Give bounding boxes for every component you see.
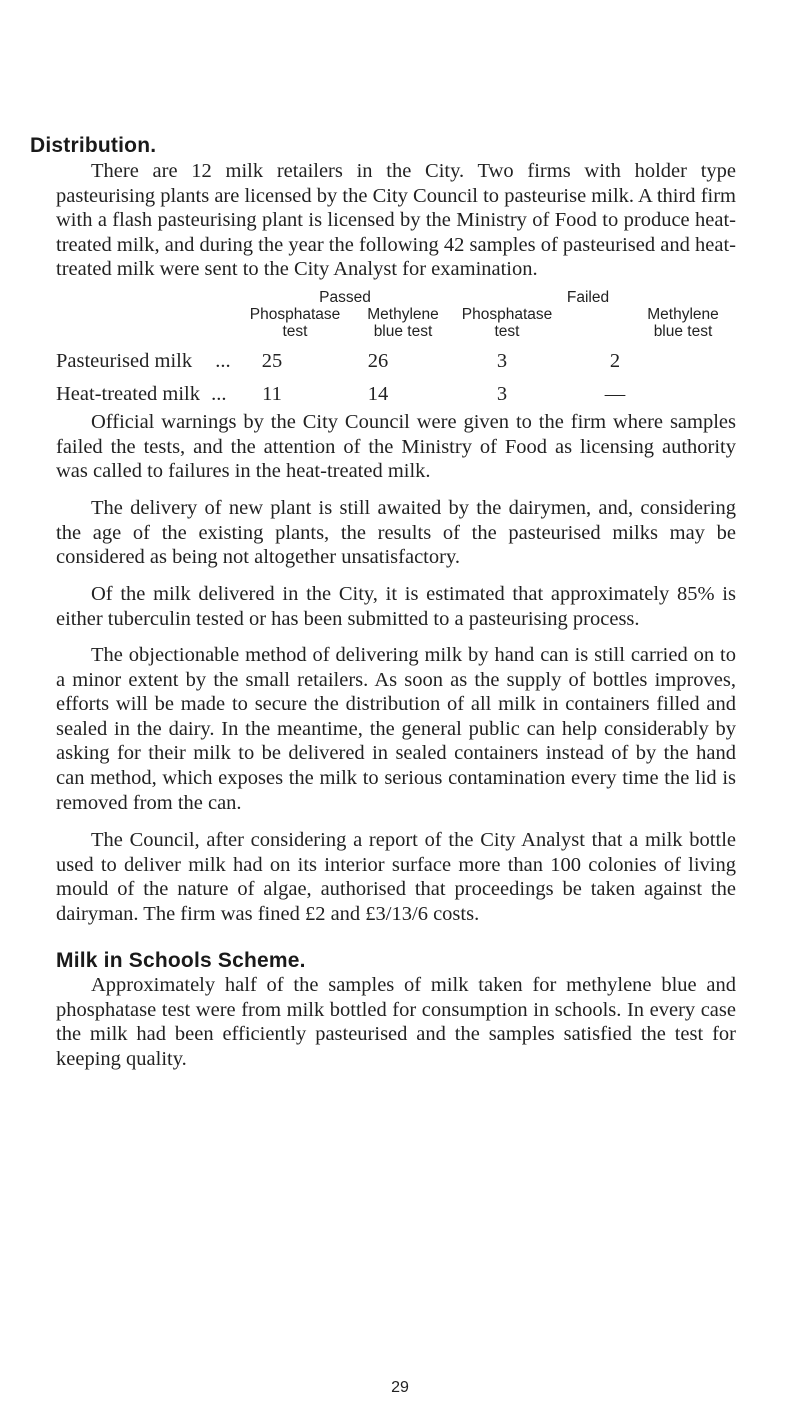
paragraph-official-warnings: Official warnings by the City Council were given to the firm where samples failed the tests, and the attention of the Ministry of Food as licensing authority was called to failures in the heat-treated milk.	[56, 411, 736, 483]
header-methylene-passed: Methylene blue test	[367, 306, 439, 340]
paragraph-schools: Approximately half of the samples of milk taken for methylene blue and phosphatase test were from milk bottled for consumption in schools. In every case the milk had been efficiently pasteurised and the samples satisfied the test for keeping quality.	[56, 974, 736, 1070]
header-failed: Failed	[566, 289, 610, 306]
header-passed: Passed	[319, 289, 371, 306]
cell-value: 3	[496, 350, 508, 372]
paragraph-council-analyst: The Council, after considering a report of the City Analyst that a milk bottle used to deliver milk had on its interior surface more than 100 colonies of living mould of the nature of algae, authorised that proceedings be taken against the dairyman. The firm was fined £2 and £3/13/6 costs.	[56, 829, 736, 925]
header-methylene-failed: Methylene blue test	[647, 306, 719, 340]
page-number: 29	[391, 1379, 409, 1396]
header-phosphatase-failed: Phosphatase test	[461, 306, 553, 340]
cell-value: —	[604, 383, 626, 405]
cell-value: 14	[367, 383, 389, 405]
heading-distribution: Distribution.	[30, 134, 157, 157]
paragraph-tuberculin: Of the milk delivered in the City, it is estimated that approximately 85% is either tuberculin tested or has been submitted to a pasteurising process.	[56, 583, 736, 630]
heading-milk-in-schools: Milk in Schools Scheme.	[56, 949, 306, 972]
intro-paragraph: There are 12 milk retailers in the City. Two firms with holder type pasteurising plants are licensed by the City Council to pasteurise milk. A third firm with a flash pasteurising plant is licensed by the Ministry of Food to produce heat-treated milk, and during the year the following 42 samples of pasteurised and heat-treated milk were sent to the City Analyst for examination.	[56, 160, 736, 281]
row-label-pasteurised: Pasteurised milk ...	[56, 350, 231, 372]
header-phosphatase-passed: Phosphatase test	[249, 306, 341, 340]
cell-value: 25	[261, 350, 283, 372]
cell-value: 2	[609, 350, 621, 372]
paragraph-new-plant: The delivery of new plant is still awaited by the dairymen, and, considering the age of the existing plants, the results of the pasteurised milks may be considered as being not altogether unsatisfactory.	[56, 497, 736, 569]
cell-value: 3	[496, 383, 508, 405]
row-label-heat-treated: Heat-treated milk ...	[56, 383, 227, 405]
cell-value: 11	[262, 383, 282, 405]
cell-value: 26	[367, 350, 389, 372]
leader-dots: ...	[215, 350, 231, 372]
leader-dots: ...	[211, 383, 227, 405]
paragraph-hand-can: The objectionable method of delivering milk by hand can is still carried on to a minor extent by the small retailers. As soon as the supply of bottles improves, efforts will be made to secure the distribution of all milk in containers filled and sealed in the dairy. In the meantime, the general public can help considerably by asking for their milk to be delivered in sealed containers instead of by the hand can method, which exposes the milk to serious contamination every time the lid is removed from the can.	[56, 644, 736, 814]
